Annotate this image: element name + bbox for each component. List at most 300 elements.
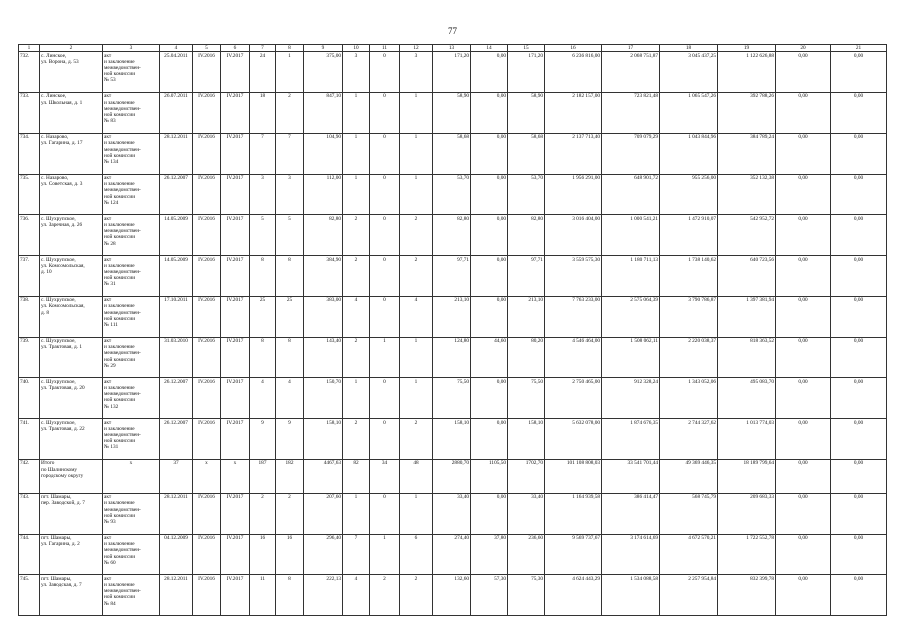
cell-document-date: 28.12.2011 — [160, 575, 193, 616]
cell-address: с. Шухрупское, ул. Трактовая, д. 1 — [40, 337, 103, 378]
cell-cost-total: 2 750 465,00 — [545, 378, 602, 419]
cell-cost-total: 1 164 939,58 — [545, 493, 602, 534]
cell-total-area: 112,00 — [304, 174, 343, 215]
housing-registry-table — [18, 44, 887, 616]
cell-address: с. Шухрупское, ул. Комсомольская, д. 10 — [40, 256, 103, 297]
cell-row-number: 737. — [19, 256, 40, 297]
cell-row-number: 741. — [19, 419, 40, 460]
cell-row-number: 732. — [19, 52, 40, 93]
cell-cost-total: 4 546 464,00 — [545, 337, 602, 378]
cell-total-area: 207,60 — [304, 493, 343, 534]
table-body — [19, 52, 887, 616]
table-header — [19, 45, 887, 52]
cell-row-number: 734. — [19, 133, 40, 174]
cell-rooms-total: 2 — [343, 215, 370, 256]
cell-area-total: 33,40 — [433, 493, 471, 534]
cell-document: акт и заключение межведомствен- ной комиссии № 83 — [103, 92, 160, 133]
cell-residents-count: 5 — [250, 215, 276, 256]
cell-local-budget: 1 722 552,78 — [718, 534, 776, 575]
table-row — [19, 133, 887, 174]
cell-extra-funds: 0,00 — [776, 419, 831, 460]
cell-residents-count: 7 — [250, 133, 276, 174]
cell-rooms-total: 2 — [343, 256, 370, 297]
cell-rooms-municipal: 2 — [400, 419, 433, 460]
cell-planned-end: IV.2017 — [221, 534, 250, 575]
cell-area-total: 75,50 — [433, 378, 471, 419]
cell-local-budget: 392 788,26 — [718, 92, 776, 133]
cell-fund-share: 1 180 711,13 — [602, 256, 660, 297]
cell-local-budget: 209 683,33 — [718, 493, 776, 534]
cell-row-number: 738. — [19, 296, 40, 337]
cell-area-municipal: 1702,70 — [508, 460, 545, 494]
cell-area-owned: 37,80 — [471, 534, 508, 575]
cell-extra-funds: 0,00 — [776, 493, 831, 534]
cell-rooms-owned: 1 — [370, 534, 400, 575]
cell-rooms-municipal: 2 — [400, 256, 433, 297]
cell-residents-relocated: 182 — [276, 460, 304, 494]
table-row — [19, 215, 887, 256]
cell-planned-end: IV.2017 — [221, 215, 250, 256]
cell-local-budget: 384 789,24 — [718, 133, 776, 174]
cell-other-funds: 0,00 — [831, 419, 887, 460]
column-header-5: 5 — [193, 45, 221, 52]
cell-other-funds: 0,00 — [831, 575, 887, 616]
cell-residents-count: 24 — [250, 52, 276, 93]
cell-document: акт и заключение межведомствен- ной комиссии № 131 — [103, 419, 160, 460]
cell-other-funds: 0,00 — [831, 52, 887, 93]
cell-residents-relocated: 16 — [276, 534, 304, 575]
cell-area-owned: 0,00 — [471, 174, 508, 215]
cell-other-funds: 0,00 — [831, 337, 887, 378]
cell-fund-share: 1 534 088,58 — [602, 575, 660, 616]
cell-area-owned: 0,00 — [471, 493, 508, 534]
cell-extra-funds: 0,00 — [776, 575, 831, 616]
cell-planned-start: IV.2016 — [193, 493, 221, 534]
cell-cost-total: 9 569 737,67 — [545, 534, 602, 575]
cell-local-budget: 1 397 381,94 — [718, 296, 776, 337]
cell-document-date: 25.04.2011 — [160, 52, 193, 93]
cell-fund-share: 723 821,48 — [602, 92, 660, 133]
column-header-18: 18 — [660, 45, 718, 52]
cell-area-total: 171,20 — [433, 52, 471, 93]
cell-total-area: 383,00 — [304, 296, 343, 337]
cell-cost-total: 3 559 575,30 — [545, 256, 602, 297]
cell-area-total: 132,60 — [433, 575, 471, 616]
column-header-8: 8 — [276, 45, 304, 52]
cell-cost-total: 3 016 404,00 — [545, 215, 602, 256]
cell-regional-budget: 568 745,79 — [660, 493, 718, 534]
cell-rooms-total: 1 — [343, 174, 370, 215]
cell-planned-end: IV.2017 — [221, 575, 250, 616]
cell-rooms-owned: 34 — [370, 460, 400, 494]
cell-residents-relocated: 8 — [276, 575, 304, 616]
cell-local-budget: 352 132,38 — [718, 174, 776, 215]
cell-planned-start: IV.2016 — [193, 133, 221, 174]
cell-address: с. Линское, ул. Ворона, д. 53 — [40, 52, 103, 93]
cell-residents-relocated: 3 — [276, 174, 304, 215]
cell-regional-budget: 2 220 038,37 — [660, 337, 718, 378]
cell-area-owned: 0,00 — [471, 92, 508, 133]
cell-document-date: 14.05.2009 — [160, 256, 193, 297]
cell-residents-count: 187 — [250, 460, 276, 494]
cell-residents-count: 25 — [250, 296, 276, 337]
cell-cost-total: 4 624 443,29 — [545, 575, 602, 616]
column-header-7: 7 — [250, 45, 276, 52]
cell-total-area: 847,10 — [304, 92, 343, 133]
cell-area-owned: 0,00 — [471, 215, 508, 256]
column-header-15: 15 — [508, 45, 545, 52]
table-row — [19, 419, 887, 460]
cell-regional-budget: 955 256,00 — [660, 174, 718, 215]
cell-local-budget: 832 399,78 — [718, 575, 776, 616]
cell-address: с. Шухрупское, ул. Трактовая, д. 22 — [40, 419, 103, 460]
cell-total-area: 82,80 — [304, 215, 343, 256]
cell-rooms-municipal: 2 — [400, 575, 433, 616]
cell-area-owned: 44,60 — [471, 337, 508, 378]
cell-area-total: 58,90 — [433, 92, 471, 133]
cell-local-budget: 18 189 799,64 — [718, 460, 776, 494]
cell-document-date: 28.12.2011 — [160, 493, 193, 534]
table-row — [19, 337, 887, 378]
cell-residents-relocated: 8 — [276, 256, 304, 297]
cell-rooms-owned: 0 — [370, 133, 400, 174]
cell-rooms-municipal: 48 — [400, 460, 433, 494]
cell-regional-budget: 3 045 437,25 — [660, 52, 718, 93]
cell-address: с. Линское, ул. Школьная, д. 1 — [40, 92, 103, 133]
column-header-6: 6 — [221, 45, 250, 52]
cell-other-funds: 0,00 — [831, 378, 887, 419]
cell-area-owned: 0,00 — [471, 52, 508, 93]
cell-other-funds: 0,00 — [831, 133, 887, 174]
cell-residents-count: 16 — [250, 534, 276, 575]
cell-rooms-owned: 0 — [370, 493, 400, 534]
table-row — [19, 378, 887, 419]
cell-planned-start: IV.2016 — [193, 534, 221, 575]
column-header-11: 11 — [370, 45, 400, 52]
cell-extra-funds: 0,00 — [776, 133, 831, 174]
table-row — [19, 52, 887, 93]
cell-residents-count: 8 — [250, 337, 276, 378]
table-row — [19, 493, 887, 534]
cell-residents-relocated: 25 — [276, 296, 304, 337]
cell-rooms-owned: 0 — [370, 378, 400, 419]
cell-extra-funds: 0,00 — [776, 174, 831, 215]
cell-area-municipal: 213,10 — [508, 296, 545, 337]
cell-rooms-owned: 0 — [370, 296, 400, 337]
cell-document: х — [103, 460, 160, 494]
cell-planned-end: IV.2017 — [221, 133, 250, 174]
cell-other-funds: 0,00 — [831, 256, 887, 297]
cell-planned-start: IV.2016 — [193, 215, 221, 256]
cell-total-area: 296,40 — [304, 534, 343, 575]
cell-other-funds: 0,00 — [831, 92, 887, 133]
cell-rooms-owned: 2 — [370, 575, 400, 616]
cell-document: акт и заключение межведомствен- ной комиссии № 84 — [103, 575, 160, 616]
cell-planned-end: IV.2017 — [221, 378, 250, 419]
cell-document: акт и заключение межведомствен- ной комиссии № 28 — [103, 215, 160, 256]
cell-area-total: 124,80 — [433, 337, 471, 378]
cell-fund-share: 386 414,47 — [602, 493, 660, 534]
cell-planned-start: IV.2016 — [193, 419, 221, 460]
cell-area-owned: 0,00 — [471, 133, 508, 174]
cell-planned-end: IV.2017 — [221, 296, 250, 337]
cell-other-funds: 0,00 — [831, 296, 887, 337]
cell-rooms-municipal: 1 — [400, 493, 433, 534]
cell-address: с. Шухрупское, ул. Комсомольская, д. 8 — [40, 296, 103, 337]
table-row — [19, 174, 887, 215]
cell-rooms-total: 2 — [343, 419, 370, 460]
cell-row-number: 743. — [19, 493, 40, 534]
cell-fund-share: 2 068 751,87 — [602, 52, 660, 93]
cell-local-budget: 542 952,72 — [718, 215, 776, 256]
cell-total-area: 222,13 — [304, 575, 343, 616]
cell-rooms-owned: 0 — [370, 215, 400, 256]
table-row — [19, 256, 887, 297]
cell-document-date: 28.12.2011 — [160, 133, 193, 174]
column-header-10: 10 — [343, 45, 370, 52]
cell-area-total: 158,10 — [433, 419, 471, 460]
cell-total-area: 150,70 — [304, 378, 343, 419]
cell-document: акт и заключение межведомствен- ной комиссии № 132 — [103, 378, 160, 419]
cell-fund-share: 1 508 062,11 — [602, 337, 660, 378]
cell-local-budget: 1 122 626,88 — [718, 52, 776, 93]
cell-regional-budget: 1 343 052,06 — [660, 378, 718, 419]
cell-document-date: 31.03.2010 — [160, 337, 193, 378]
column-header-19: 19 — [718, 45, 776, 52]
cell-regional-budget: 1 065 547,26 — [660, 92, 718, 133]
cell-row-number: 733. — [19, 92, 40, 133]
cell-fund-share: 2 575 064,39 — [602, 296, 660, 337]
cell-row-number: 742. — [19, 460, 40, 494]
column-header-13: 13 — [433, 45, 471, 52]
cell-area-owned: 0,00 — [471, 296, 508, 337]
cell-document: акт и заключение межведомствен- ной комиссии № 111 — [103, 296, 160, 337]
cell-local-budget: 640 723,56 — [718, 256, 776, 297]
cell-area-total: 58,68 — [433, 133, 471, 174]
cell-area-owned: 0,00 — [471, 378, 508, 419]
column-header-20: 20 — [776, 45, 831, 52]
cell-total-area: 384,90 — [304, 256, 343, 297]
cell-rooms-total: 2 — [343, 337, 370, 378]
cell-extra-funds: 0,00 — [776, 215, 831, 256]
cell-document-date: 14.05.2009 — [160, 215, 193, 256]
cell-planned-start: IV.2016 — [193, 256, 221, 297]
cell-regional-budget: 49 369 446,35 — [660, 460, 718, 494]
cell-address: Итого по Шалинскому городскому округу — [40, 460, 103, 494]
cell-regional-budget: 2 257 954,84 — [660, 575, 718, 616]
cell-residents-relocated: 1 — [276, 52, 304, 93]
page-number: 77 — [448, 26, 457, 36]
cell-extra-funds: 0,00 — [776, 92, 831, 133]
column-header-17: 17 — [602, 45, 660, 52]
cell-other-funds: 0,00 — [831, 174, 887, 215]
cell-row-number: 736. — [19, 215, 40, 256]
cell-planned-start: IV.2016 — [193, 296, 221, 337]
cell-document: акт и заключение межведомствен- ной комиссии № 53 — [103, 52, 160, 93]
cell-document-date: 26.07.2011 — [160, 92, 193, 133]
cell-fund-share: 3 174 614,69 — [602, 534, 660, 575]
cell-local-budget: 495 083,70 — [718, 378, 776, 419]
cell-rooms-municipal: 1 — [400, 133, 433, 174]
cell-document-date: 26.12.2007 — [160, 378, 193, 419]
cell-fund-share: 709 079,29 — [602, 133, 660, 174]
cell-document-date: 17.10.2011 — [160, 296, 193, 337]
column-header-16: 16 — [545, 45, 602, 52]
cell-extra-funds: 0,00 — [776, 256, 831, 297]
cell-row-number: 740. — [19, 378, 40, 419]
cell-other-funds: 0,00 — [831, 534, 887, 575]
table-row — [19, 296, 887, 337]
cell-rooms-total: 4 — [343, 575, 370, 616]
cell-residents-count: 4 — [250, 378, 276, 419]
cell-regional-budget: 3 790 786,87 — [660, 296, 718, 337]
cell-rooms-owned: 0 — [370, 419, 400, 460]
cell-address: пгт. Шамары, ул. Заводская, д. 7 — [40, 575, 103, 616]
cell-fund-share: 1 000 541,21 — [602, 215, 660, 256]
cell-rooms-owned: 1 — [370, 337, 400, 378]
cell-fund-share: 1 874 676,35 — [602, 419, 660, 460]
cell-document: акт и заключение межведомствен- ной комиссии № 134 — [103, 133, 160, 174]
cell-planned-end: IV.2017 — [221, 256, 250, 297]
cell-residents-relocated: 2 — [276, 92, 304, 133]
cell-residents-relocated: 2 — [276, 493, 304, 534]
cell-residents-count: 3 — [250, 174, 276, 215]
cell-document-date: 26.12.2007 — [160, 419, 193, 460]
cell-rooms-municipal: 1 — [400, 378, 433, 419]
cell-residents-relocated: 7 — [276, 133, 304, 174]
cell-rooms-municipal: 6 — [400, 534, 433, 575]
column-header-1: 1 — [19, 45, 40, 52]
column-header-21: 21 — [831, 45, 887, 52]
cell-residents-count: 11 — [250, 575, 276, 616]
cell-cost-total: 7 763 233,00 — [545, 296, 602, 337]
cell-regional-budget: 1 472 910,07 — [660, 215, 718, 256]
cell-area-municipal: 75,30 — [508, 575, 545, 616]
cell-row-number: 739. — [19, 337, 40, 378]
cell-area-municipal: 97,71 — [508, 256, 545, 297]
cell-area-owned: 0,00 — [471, 419, 508, 460]
cell-planned-start: IV.2016 — [193, 174, 221, 215]
cell-planned-end: IV.2017 — [221, 174, 250, 215]
cell-document-date: 26.12.2007 — [160, 174, 193, 215]
cell-address: с. Шухрупское, ул. Заречная, д. 26 — [40, 215, 103, 256]
cell-area-total: 82,80 — [433, 215, 471, 256]
cell-document-date: 37 — [160, 460, 193, 494]
cell-rooms-total: 82 — [343, 460, 370, 494]
cell-fund-share: 648 901,72 — [602, 174, 660, 215]
cell-cost-total: 6 236 816,00 — [545, 52, 602, 93]
cell-rooms-total: 1 — [343, 92, 370, 133]
cell-planned-start: IV.2016 — [193, 378, 221, 419]
cell-rooms-owned: 0 — [370, 174, 400, 215]
cell-rooms-owned: 0 — [370, 52, 400, 93]
cell-residents-relocated: 9 — [276, 419, 304, 460]
cell-planned-end: х — [221, 460, 250, 494]
cell-planned-start: IV.2016 — [193, 52, 221, 93]
column-header-3: 3 — [103, 45, 160, 52]
cell-residents-count: 18 — [250, 92, 276, 133]
cell-rooms-municipal: 1 — [400, 174, 433, 215]
cell-fund-share: 912 328,24 — [602, 378, 660, 419]
cell-residents-count: 9 — [250, 419, 276, 460]
cell-address: с. Назарово, ул. Советская, д. 3 — [40, 174, 103, 215]
cell-area-municipal: 75,50 — [508, 378, 545, 419]
cell-document: акт и заключение межведомствен- ной комиссии № 93 — [103, 493, 160, 534]
cell-planned-start: х — [193, 460, 221, 494]
column-number-row — [19, 45, 887, 52]
cell-extra-funds: 0,00 — [776, 534, 831, 575]
cell-area-total: 97,71 — [433, 256, 471, 297]
cell-planned-end: IV.2017 — [221, 52, 250, 93]
cell-rooms-total: 4 — [343, 296, 370, 337]
cell-planned-end: IV.2017 — [221, 92, 250, 133]
cell-extra-funds: 0,00 — [776, 337, 831, 378]
cell-row-number: 735. — [19, 174, 40, 215]
cell-residents-relocated: 8 — [276, 337, 304, 378]
cell-local-budget: 818 363,52 — [718, 337, 776, 378]
cell-planned-start: IV.2016 — [193, 92, 221, 133]
cell-residents-count: 2 — [250, 493, 276, 534]
cell-document: акт и заключение межведомствен- ной комиссии № 60 — [103, 534, 160, 575]
cell-regional-budget: 4 672 570,21 — [660, 534, 718, 575]
cell-area-municipal: 58,90 — [508, 92, 545, 133]
cell-area-municipal: 53,70 — [508, 174, 545, 215]
cell-rooms-municipal: 4 — [400, 296, 433, 337]
cell-area-municipal: 58,68 — [508, 133, 545, 174]
cell-rooms-total: 3 — [343, 52, 370, 93]
cell-address: пгт. Шамары, ул. Гагарина, д. 2 — [40, 534, 103, 575]
total-row — [19, 460, 887, 494]
cell-address: с. Назарово, ул. Гагарина, д. 17 — [40, 133, 103, 174]
cell-address: пгт. Шамары, пер. Заводской, д. 7 — [40, 493, 103, 534]
cell-local-budget: 1 013 774,03 — [718, 419, 776, 460]
cell-cost-total: 2 182 157,00 — [545, 92, 602, 133]
column-header-14: 14 — [471, 45, 508, 52]
cell-total-area: 375,00 — [304, 52, 343, 93]
table-row — [19, 534, 887, 575]
cell-other-funds: 0,00 — [831, 460, 887, 494]
cell-regional-budget: 2 744 327,62 — [660, 419, 718, 460]
cell-cost-total: 1 956 291,00 — [545, 174, 602, 215]
cell-rooms-owned: 0 — [370, 256, 400, 297]
cell-rooms-total: 7 — [343, 534, 370, 575]
cell-rooms-municipal: 2 — [400, 215, 433, 256]
cell-extra-funds: 0,00 — [776, 378, 831, 419]
cell-cost-total: 5 632 078,00 — [545, 419, 602, 460]
column-header-4: 4 — [160, 45, 193, 52]
column-header-12: 12 — [400, 45, 433, 52]
cell-planned-start: IV.2016 — [193, 575, 221, 616]
cell-cost-total: 101 108 808,03 — [545, 460, 602, 494]
cell-area-owned: 1105,50 — [471, 460, 508, 494]
cell-document: акт и заключение межведомствен- ной комиссии № 29 — [103, 337, 160, 378]
cell-rooms-municipal: 3 — [400, 52, 433, 93]
cell-regional-budget: 1 043 844,96 — [660, 133, 718, 174]
cell-regional-budget: 1 738 140,62 — [660, 256, 718, 297]
cell-area-total: 2880,70 — [433, 460, 471, 494]
cell-extra-funds: 0,00 — [776, 460, 831, 494]
cell-residents-relocated: 4 — [276, 378, 304, 419]
cell-row-number: 745. — [19, 575, 40, 616]
cell-area-total: 274,40 — [433, 534, 471, 575]
cell-area-total: 213,10 — [433, 296, 471, 337]
cell-total-area: 104,90 — [304, 133, 343, 174]
cell-area-municipal: 33,40 — [508, 493, 545, 534]
cell-planned-end: IV.2017 — [221, 419, 250, 460]
cell-area-owned: 0,00 — [471, 256, 508, 297]
cell-area-municipal: 158,10 — [508, 419, 545, 460]
table-row — [19, 575, 887, 616]
